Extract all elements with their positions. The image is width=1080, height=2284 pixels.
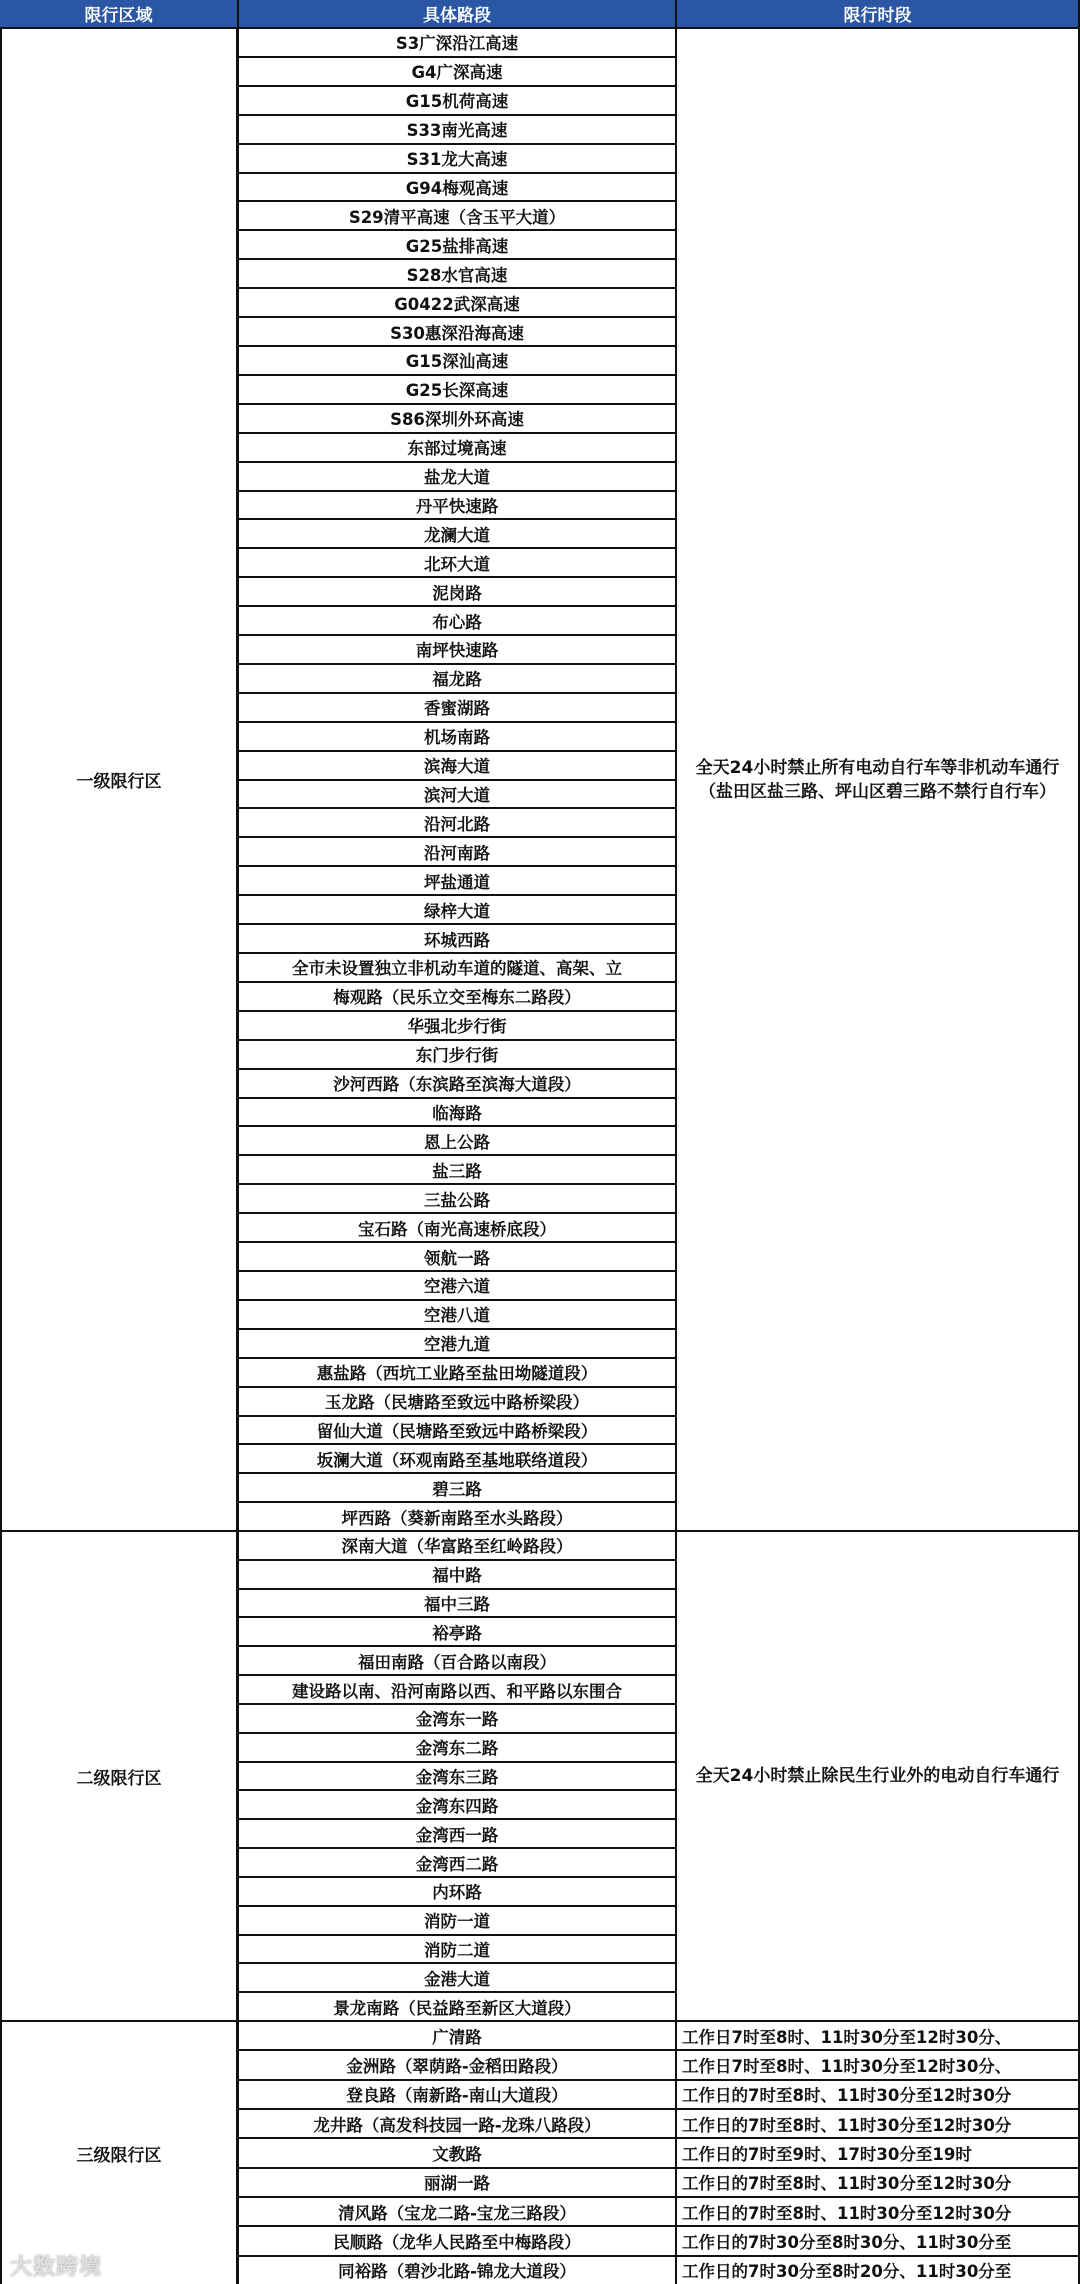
time-rule: 全天24小时禁止除民生行业外的电动自行车通行 — [695, 1766, 1060, 1786]
road-row: 广清路 — [239, 2022, 675, 2051]
zone-level-2 — [0, 1532, 1080, 2022]
road-row: 临海路 — [239, 1099, 675, 1128]
road-row: S29清平高速（含玉平大道） — [239, 202, 675, 231]
time-column — [677, 29, 1080, 1530]
road-row: 沿河北路 — [239, 809, 675, 838]
road-row: 金湾西二路 — [239, 1849, 675, 1878]
road-row: 坂澜大道（环观南路至基地联络道段） — [239, 1445, 675, 1474]
road-row: 滨海大道 — [239, 752, 675, 781]
watermark-logo: 大数跨境 — [10, 2255, 103, 2280]
road-row: 龙井路（高发科技园一路-龙珠八路段） — [239, 2110, 675, 2139]
road-row: 金湾东三路 — [239, 1763, 675, 1792]
road-list — [239, 29, 677, 1530]
road-row: 布心路 — [239, 607, 675, 636]
road-row: 华强北步行街 — [239, 1012, 675, 1041]
road-row: 龙澜大道 — [239, 520, 675, 549]
road-row: 清风路（宝龙二路-宝龙三路段） — [239, 2198, 675, 2227]
road-row: 消防二道 — [239, 1936, 675, 1965]
road-row: G94梅观高速 — [239, 174, 675, 203]
road-row: 景龙南路（民益路至新区大道段） — [333, 1998, 581, 2018]
road-row: 裕亭路 — [239, 1618, 675, 1647]
zone-level-3 — [0, 2022, 1080, 2284]
zone-label: 一级限行区 — [0, 29, 239, 1530]
time-row: 工作日的7时30分至8时30分、11时30分至 — [677, 2227, 1078, 2256]
road-row: 三盐公路 — [239, 1185, 675, 1214]
road-row: 金湾东一路 — [239, 1705, 675, 1734]
zone-level-1 — [0, 29, 1080, 1532]
road-row: 丹平快速路 — [239, 492, 675, 521]
time-row: 工作日7时至8时、11时30分至12时30分、 — [677, 2022, 1078, 2051]
road-row: 同裕路（碧沙北路-锦龙大道段） — [338, 2262, 576, 2282]
road-row: 福田南路（百合路以南段） — [239, 1647, 675, 1676]
road-row: 全市未设置独立非机动车道的隧道、高架、立 — [239, 954, 675, 983]
road-row: 盐龙大道 — [239, 463, 675, 492]
road-row: G15深汕高速 — [239, 347, 675, 376]
road-row: 泥岗路 — [239, 578, 675, 607]
road-row: S30惠深沿海高速 — [239, 318, 675, 347]
road-row: 金洲路（翠荫路-金稻田路段） — [239, 2051, 675, 2080]
road-row: 碧三路 — [239, 1474, 675, 1503]
road-row: 南坪快速路 — [239, 636, 675, 665]
road-row: 绿梓大道 — [239, 896, 675, 925]
time-rule: 全天24小时禁止所有电动自行车等非机动车通行（盐田区盐三路、坪山区碧三路不禁行自行车） — [695, 757, 1060, 802]
road-row: S31龙大高速 — [239, 145, 675, 174]
table-header — [0, 0, 1080, 29]
road-row: 文教路 — [239, 2139, 675, 2168]
road-row: 东部过境高速 — [239, 434, 675, 463]
road-row: 沙河西路（东滨路至滨海大道段） — [239, 1070, 675, 1099]
road-row: 空港九道 — [239, 1330, 675, 1359]
time-column — [677, 2022, 1080, 2284]
time-row: 工作日的7时至8时、11时30分至12时30分 — [677, 2081, 1078, 2110]
road-row: 民顺路（龙华人民路至中梅路段） — [239, 2227, 675, 2256]
road-row: 滨河大道 — [239, 781, 675, 810]
time-row: 工作日7时至8时、11时30分至12时30分、 — [677, 2051, 1078, 2080]
road-row: 北环大道 — [239, 549, 675, 578]
road-row: 玉龙路（民塘路至致远中路桥梁段） — [239, 1388, 675, 1417]
road-row: 坪西路（葵新南路至水头路段） — [341, 1508, 573, 1528]
road-list — [239, 1532, 677, 2020]
road-row: 东门步行街 — [239, 1041, 675, 1070]
road-row: 沿河南路 — [239, 838, 675, 867]
road-row: 盐三路 — [239, 1156, 675, 1185]
road-row: 宝石路（南光高速桥底段） — [239, 1214, 675, 1243]
road-row: 坪盐通道 — [239, 867, 675, 896]
time-row: 工作日的7时至8时、11时30分至12时30分 — [677, 2198, 1078, 2227]
time-column — [677, 1532, 1080, 2020]
road-row: 空港八道 — [239, 1301, 675, 1330]
road-row: 金湾东二路 — [239, 1734, 675, 1763]
road-row: 登良路（南新路-南山大道段） — [239, 2081, 675, 2110]
road-row: 梅观路（民乐立交至梅东二路段） — [239, 983, 675, 1012]
road-row: 深南大道（华富路至红岭路段） — [239, 1532, 675, 1561]
road-row: 福中三路 — [239, 1590, 675, 1619]
road-row: 环城西路 — [239, 925, 675, 954]
time-row: 工作日的7时至9时、17时30分至19时 — [677, 2139, 1078, 2168]
road-row: G25长深高速 — [239, 376, 675, 405]
zone-label: 三级限行区 — [0, 2022, 239, 2284]
header-road: 具体路段 — [239, 0, 677, 27]
time-row: 工作日的7时至8时、11时30分至12时30分 — [677, 2169, 1078, 2198]
road-row: 内环路 — [239, 1878, 675, 1907]
road-row: 福中路 — [239, 1561, 675, 1590]
time-row: 工作日的7时至8时、11时30分至12时30分 — [677, 2110, 1078, 2139]
time-row: 工作日的7时30分至8时20分、11时30分至 — [682, 2262, 1012, 2282]
road-row: G4广深高速 — [239, 58, 675, 87]
road-row: 空港六道 — [239, 1272, 675, 1301]
zone-label: 二级限行区 — [0, 1532, 239, 2020]
header-zone: 限行区域 — [0, 0, 239, 27]
road-row: 金湾东四路 — [239, 1791, 675, 1820]
header-time: 限行时段 — [677, 0, 1080, 27]
road-row: 恩上公路 — [239, 1127, 675, 1156]
road-row: G15机荷高速 — [239, 87, 675, 116]
road-row: S28水官高速 — [239, 260, 675, 289]
road-row: 金港大道 — [239, 1964, 675, 1993]
road-row: S86深圳外环高速 — [239, 405, 675, 434]
road-row: 惠盐路（西坑工业路至盐田坳隧道段） — [239, 1359, 675, 1388]
road-row: 留仙大道（民塘路至致远中路桥梁段） — [239, 1417, 675, 1446]
road-row: 建设路以南、沿河南路以西、和平路以东围合 — [239, 1676, 675, 1705]
road-row: 香蜜湖路 — [239, 694, 675, 723]
road-row: 机场南路 — [239, 723, 675, 752]
road-row: 领航一路 — [239, 1243, 675, 1272]
road-row: G0422武深高速 — [239, 289, 675, 318]
road-row: 消防一道 — [239, 1907, 675, 1936]
road-list — [239, 2022, 677, 2284]
road-row: 丽湖一路 — [239, 2169, 675, 2198]
road-row: S33南光高速 — [239, 116, 675, 145]
road-row: G25盐排高速 — [239, 231, 675, 260]
road-row: 金湾西一路 — [239, 1820, 675, 1849]
road-row: S3广深沿江高速 — [239, 29, 675, 58]
road-row: 福龙路 — [239, 665, 675, 694]
